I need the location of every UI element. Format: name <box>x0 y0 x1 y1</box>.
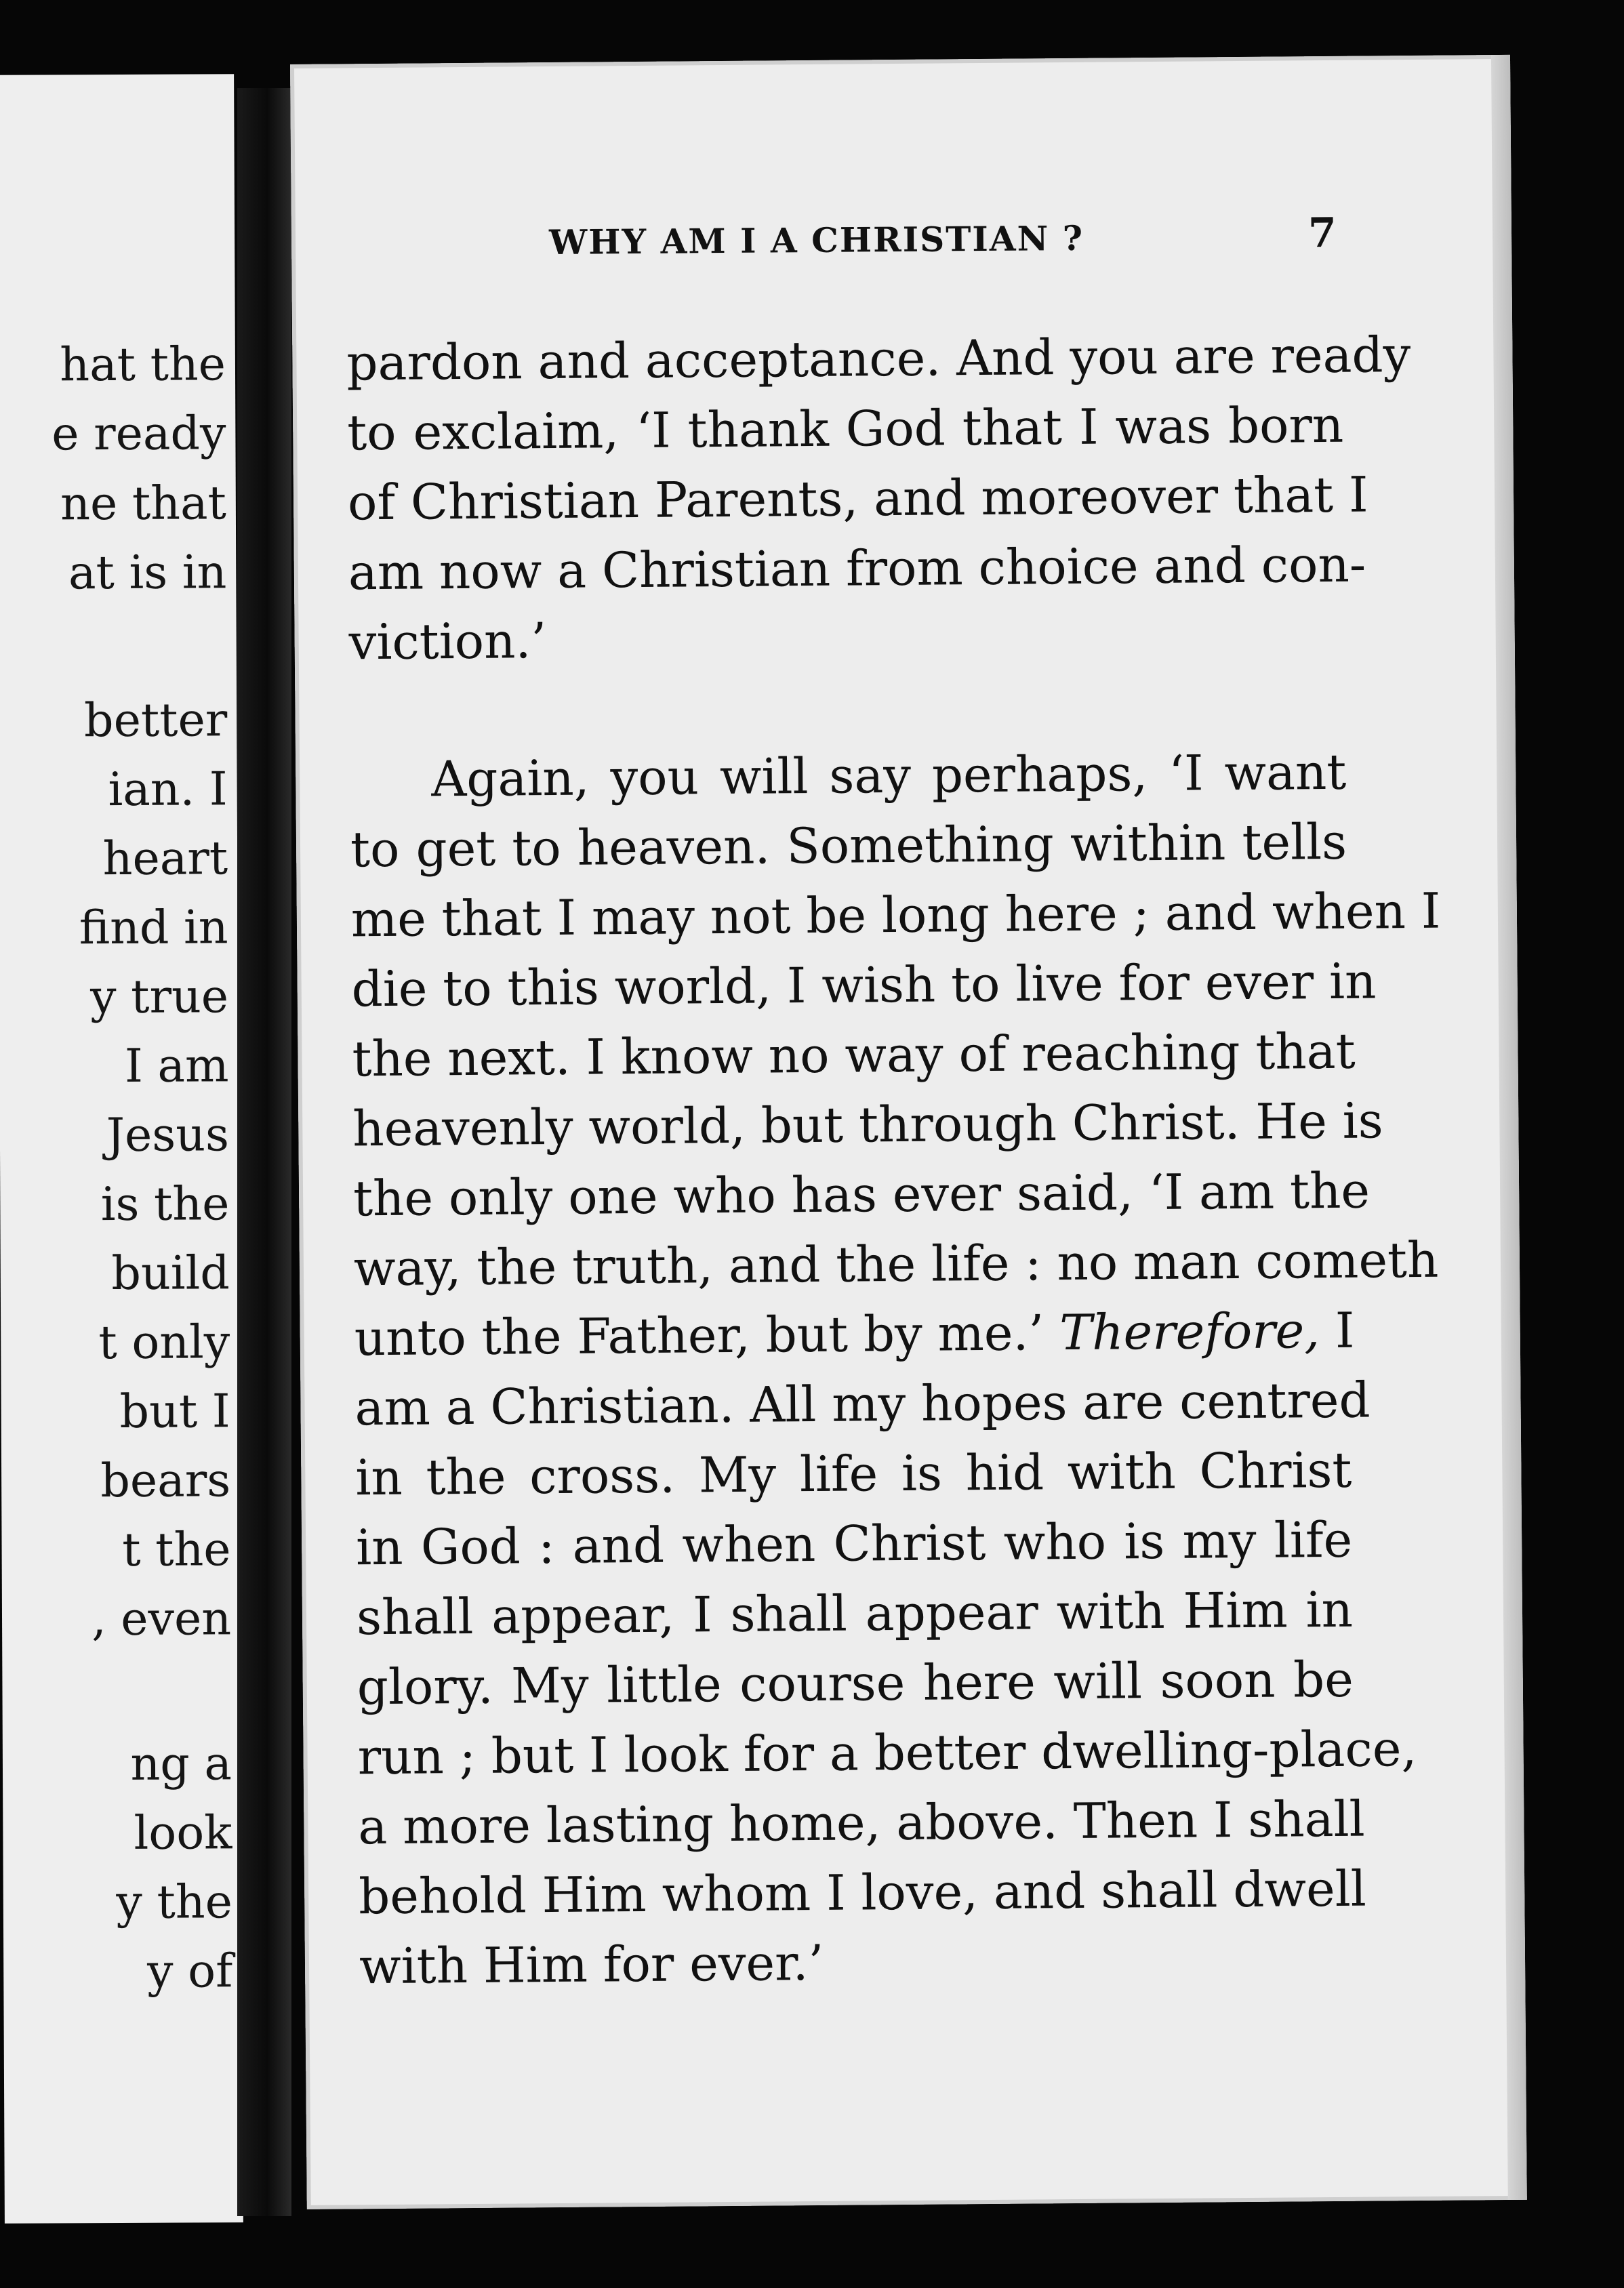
left-page-line: ian. I <box>108 762 228 817</box>
text-line: heavenly world, but through Christ. He is <box>352 1092 1383 1158</box>
text-line: the next. I know no way of reaching that <box>352 1022 1356 1088</box>
book-gutter <box>237 88 291 2216</box>
page-number: 7 <box>1307 209 1337 258</box>
text-line: to exclaim, ‘I thank God that I was born <box>346 396 1344 462</box>
text-line: with Him for ever.’ <box>359 1934 824 1995</box>
left-page <box>0 74 243 2224</box>
text-line: Again, you will say perhaps, ‘I want <box>430 743 1347 808</box>
left-page-line: e ready <box>52 407 226 462</box>
paragraph-break <box>349 670 1346 745</box>
text-line: shall appear, I shall appear with Him in <box>356 1580 1354 1646</box>
text-line: way, the truth, and the life : no man cometh <box>353 1231 1439 1297</box>
left-page-line: find in <box>79 901 228 956</box>
body-text <box>346 321 1441 2001</box>
page-edge <box>1491 55 1527 2200</box>
text-segment: I <box>1335 1301 1355 1359</box>
left-page-line: but I <box>119 1385 230 1439</box>
text-line: run ; but I look for a better dwelling-place, <box>357 1720 1417 1786</box>
text-line: glory. My little course here will soon be <box>357 1650 1354 1716</box>
text-line: the only one who has ever said, ‘I am the <box>352 1162 1371 1227</box>
text-line: of Christian Parents, and moreover that I <box>347 466 1368 531</box>
left-page-line: hat the <box>60 338 226 392</box>
left-page-line: I am <box>124 1039 229 1093</box>
left-page-line: t only <box>98 1315 230 1370</box>
text-line: am a Christian. All my hopes are centred <box>354 1371 1371 1437</box>
text-line: in God : and when Christ who is my life <box>355 1511 1353 1576</box>
text-line-mixed <box>354 1296 1355 1374</box>
text-line: viction.’ <box>348 612 547 671</box>
text-line: die to this world, I wish to live for ever in <box>351 952 1377 1018</box>
text-line: pardon and acceptance. And you are ready <box>346 326 1411 392</box>
right-page <box>290 55 1527 2209</box>
text-line: am now a Christian from choice and con- <box>348 535 1366 601</box>
text-line: me that I may not be long here ; and when I <box>350 882 1441 948</box>
left-page-line: at is in <box>68 546 227 600</box>
text-line: to get to heaven. Something within tells <box>350 813 1347 878</box>
italic-word: Therefore, <box>1059 1302 1320 1362</box>
left-page-line: y true <box>89 970 229 1025</box>
left-page-line: y the <box>116 1875 233 1930</box>
text-line: in the cross. My life is hid with Christ <box>355 1441 1352 1507</box>
left-page-line: bears <box>100 1454 231 1509</box>
left-page-line: is the <box>100 1177 230 1232</box>
left-page-line: y of <box>146 1944 233 1999</box>
left-page-line: , even <box>91 1592 232 1647</box>
left-page-line: look <box>134 1806 232 1860</box>
left-page-line: heart <box>102 832 228 886</box>
left-page-line: ne that <box>60 476 227 531</box>
left-page-line: t the <box>122 1523 231 1577</box>
left-page-line: ng a <box>130 1737 232 1791</box>
text-segment: unto the Father, but by me.’ <box>354 1304 1044 1367</box>
left-page-line: better <box>83 693 228 748</box>
text-line: behold Him whom I love, and shall dwell <box>358 1860 1367 1925</box>
running-head: WHY AM I A CHRISTIAN ? <box>548 218 1084 263</box>
left-page-line: build <box>111 1246 230 1301</box>
left-page-line: Jesus <box>106 1108 230 1163</box>
text-line: a more lasting home, above. Then I shall <box>358 1790 1365 1856</box>
